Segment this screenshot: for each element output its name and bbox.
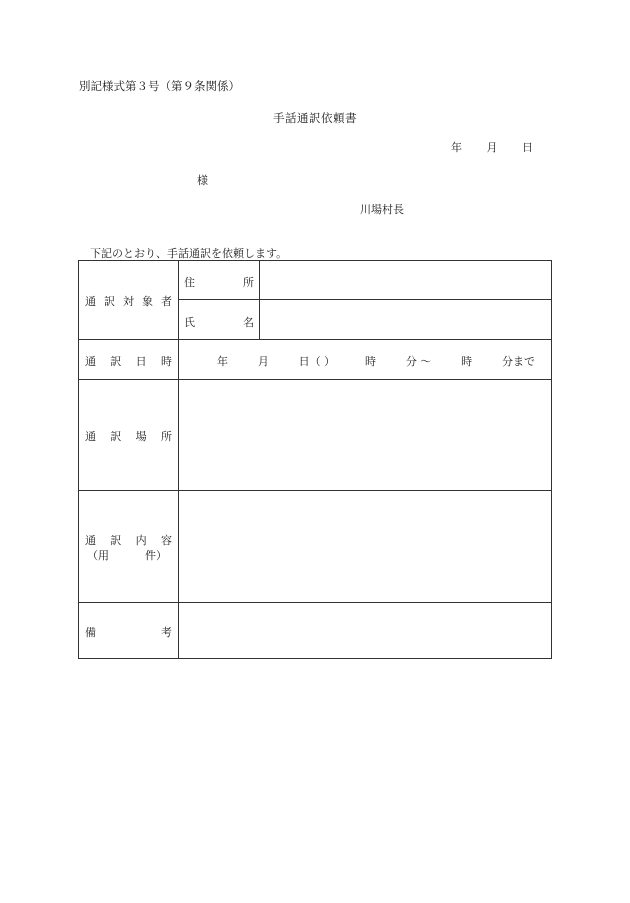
label-char: 訳 [110,355,122,368]
datetime-start-hour: 時 [364,355,376,368]
label-char: 考 [161,626,172,639]
datetime-start-minute: 分 ～ [405,355,432,368]
date-day-label: 日 [522,141,533,154]
label-char: 通 [85,534,96,547]
table-sublabel-column-divider [259,260,260,340]
table-border-left [78,260,79,659]
label-char: 容 [160,534,172,547]
label-char: 住 [184,276,195,289]
table-divider-address [178,299,552,300]
label-char: 所 [160,430,172,443]
label-char: 通 [85,355,96,368]
document-title: 手話通訳依頼書 [273,111,357,125]
datetime-label [85,353,172,369]
label-char: 対 [123,295,134,308]
label-char: 名 [243,316,254,329]
datetime-end-minute: 分まで [501,355,535,368]
addressee-suffix: 様 [197,174,208,187]
date-line [451,139,533,155]
datetime-year: 年 [217,355,228,368]
date-month-label: 月 [486,141,498,154]
date-year-label: 年 [451,141,462,154]
datetime-end-hour: 時 [461,355,473,368]
table-divider-place [78,490,552,491]
address-label [184,274,254,290]
intro-text: 下記のとおり、手話通訳を依頼します。 [90,247,288,260]
label-char: 訳 [104,295,115,308]
label-char: 訳 [110,534,122,547]
datetime-day-weekday: 日（ ） [298,355,336,368]
label-char: 象 [142,295,153,308]
label-char: 通 [85,295,96,308]
table-divider-target [78,339,552,340]
datetime-month: 月 [257,355,269,368]
label-char: 場 [135,430,147,443]
label-char: 通 [85,430,96,443]
target-person-label [85,293,172,309]
table-divider-datetime [78,379,552,380]
label-char: 時 [160,355,172,368]
label-char: 訳 [110,430,122,443]
label-char: （用 [87,549,109,562]
remarks-label [85,624,172,640]
label-char: 日 [135,355,147,368]
table-label-column-divider [178,260,179,659]
label-char: 件） [145,549,167,562]
place-label [85,428,172,444]
content-label [85,532,172,548]
table-border-top [78,260,552,261]
label-char: 所 [243,276,254,289]
label-char: 氏 [184,316,195,329]
table-divider-content [78,602,552,603]
datetime-template [217,353,535,369]
form-reference: 別記様式第３号（第９条関係） [79,79,240,93]
content-sublabel [87,547,167,563]
name-label [184,314,254,330]
label-char: 備 [85,626,96,639]
table-border-right [551,260,552,659]
table-border-bottom [78,658,552,659]
label-char: 者 [161,295,172,308]
sender-name: 川場村長 [360,203,404,216]
label-char: 内 [135,534,147,547]
